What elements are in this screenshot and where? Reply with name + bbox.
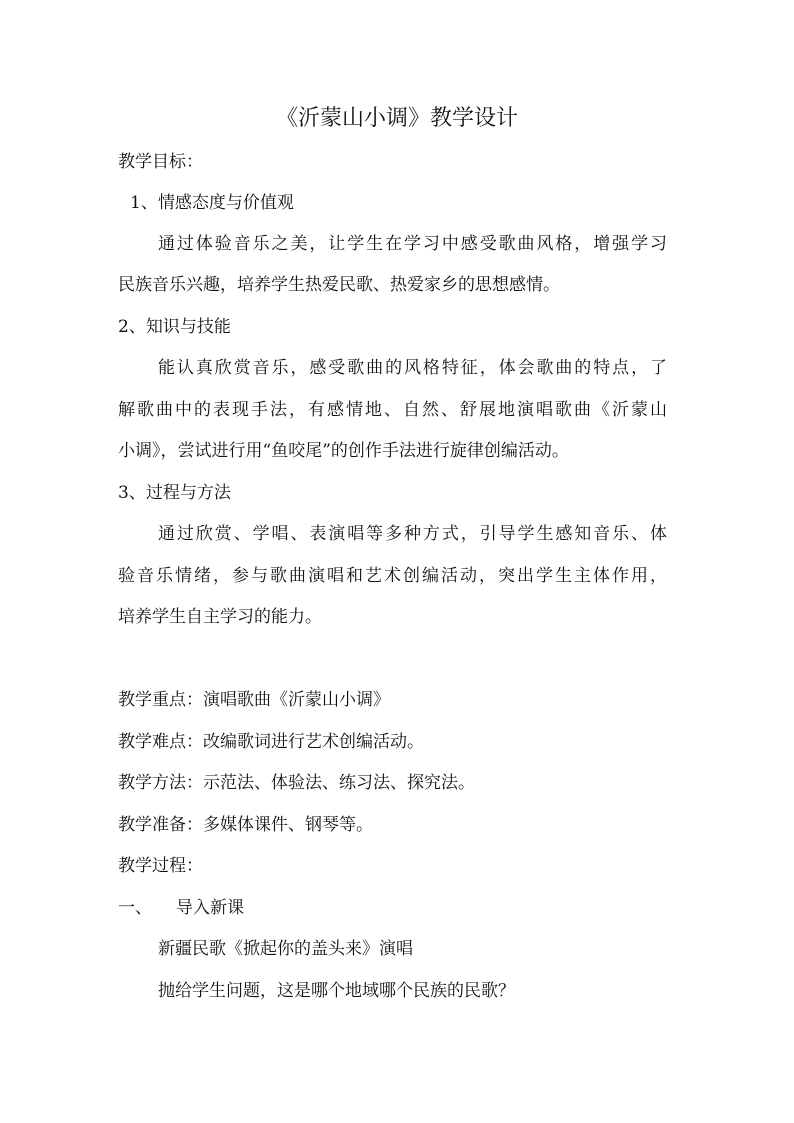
paragraph-line: 民族音乐兴趣，培养学生热爱民歌、热爱家乡的思想感情。 — [118, 275, 560, 295]
paragraph-line: 通过体验音乐之美，让学生在学习中感受歌曲风格，增强学习 — [158, 234, 667, 254]
paragraph-line: 解歌曲中的表现手法，有感情地、自然、舒展地演唱歌曲《沂蒙山 — [118, 400, 667, 420]
paragraph-line: 小调》，尝试进行用“鱼咬尾”的创作手法进行旋律创编活动。 — [118, 441, 569, 461]
section-heading-knowledge: 2、知识与技能 — [118, 317, 231, 337]
paragraph-line: 通过欣赏、学唱、表演唱等多种方式，引导学生感知音乐、体 — [158, 524, 667, 544]
document-title: 《沂蒙山小调》教学设计 — [275, 106, 518, 131]
part-number: 一、 — [118, 898, 152, 918]
paragraph-line: 新疆民歌《掀起你的盖头来》演唱 — [158, 939, 413, 959]
part-heading: 导入新课 — [176, 898, 244, 918]
section-heading-process: 3、过程与方法 — [118, 483, 231, 503]
objectives-heading: 教学目标： — [118, 152, 203, 172]
paragraph-line: 能认真欣赏音乐，感受歌曲的风格特征，体会歌曲的特点，了 — [158, 358, 667, 378]
paragraph-line: 验音乐情绪，参与歌曲演唱和艺术创编活动，突出学生主体作用， — [118, 566, 667, 586]
teaching-key-point: 教学重点：演唱歌曲《沂蒙山小调》 — [118, 690, 390, 710]
teaching-difficulty: 教学难点：改编歌词进行艺术创编活动。 — [118, 732, 424, 752]
teaching-preparation: 教学准备：多媒体课件、钢琴等。 — [118, 815, 373, 835]
section-heading-emotion: 1、情感态度与价值观 — [130, 193, 294, 213]
paragraph-line: 抛给学生问题，这是哪个地域哪个民族的民歌？ — [158, 981, 515, 1001]
process-heading: 教学过程： — [118, 856, 203, 876]
paragraph-line: 培养学生自主学习的能力。 — [118, 607, 322, 627]
teaching-methods: 教学方法：示范法、体验法、练习法、探究法。 — [118, 773, 475, 793]
